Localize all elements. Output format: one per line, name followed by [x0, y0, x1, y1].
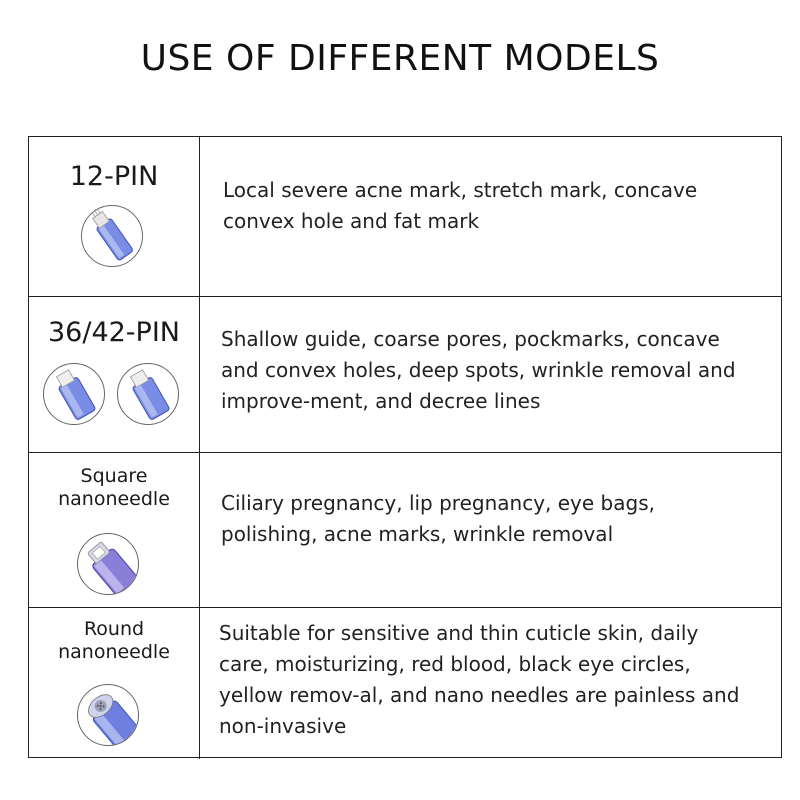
model-description: Ciliary pregnancy, lip pregnancy, eye bags, polishing, acne marks, wrinkle removal: [221, 491, 655, 546]
model-cell: [29, 608, 200, 759]
model-cell: [29, 453, 200, 607]
table-row: [29, 137, 781, 297]
model-name: 12-PIN: [69, 161, 159, 192]
model-name: 36/42-PIN: [48, 317, 180, 348]
model-name-line2: nanoneedle: [58, 641, 170, 663]
table-row: [29, 297, 781, 453]
needle-cartridge-36-pin-icon: [43, 363, 105, 425]
model-name-line2: nanoneedle: [58, 488, 170, 510]
model-cell: [29, 137, 200, 296]
model-cell: [29, 297, 200, 452]
model-description: Shallow guide, coarse pores, pockmarks, concave and convex holes, deep spots, wrinkle removal and improve-ment, and decree lines: [221, 327, 736, 413]
table-row: [29, 608, 781, 759]
page-title: USE OF DIFFERENT MODELS: [140, 38, 660, 79]
needle-cartridge-12-pin-icon: [81, 205, 143, 267]
model-name-line1: Round: [83, 618, 145, 640]
table-row: [29, 453, 781, 608]
model-description: Local severe acne mark, stretch mark, concave convex hole and fat mark: [223, 177, 698, 233]
models-table: [28, 136, 782, 758]
model-name-line1: Square: [80, 465, 148, 487]
model-description: Suitable for sensitive and thin cuticle skin, daily care, moisturizing, red blood, black eye circles, yellow remov-al, and nano needles are painless and non-invasive: [219, 620, 740, 738]
needle-cartridge-42-pin-icon: [117, 363, 179, 425]
round-nanoneedle-cartridge-icon: [77, 684, 139, 746]
square-nanoneedle-cartridge-icon: [77, 533, 139, 595]
